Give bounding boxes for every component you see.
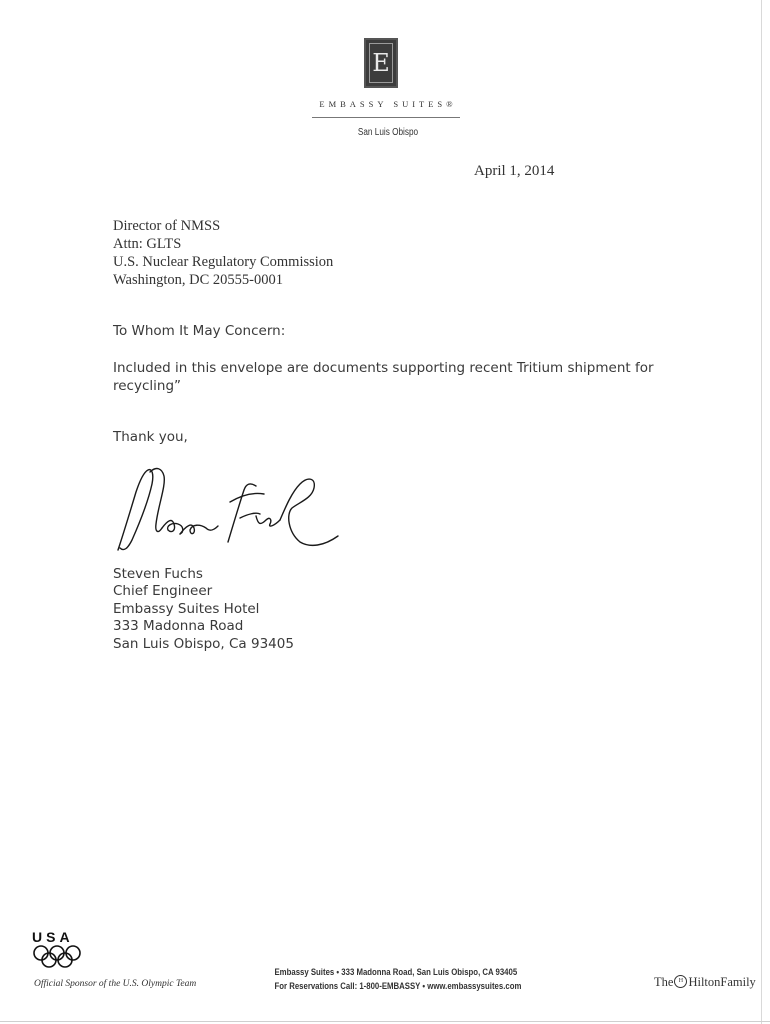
usa-logo-text: USA — [32, 929, 74, 945]
footer-contact — [250, 966, 522, 994]
brand-name: EMBASSY SUITES® — [319, 99, 457, 109]
sender-block — [113, 566, 294, 653]
letter-body: Included in this envelope are documents supporting recent Tritium shipment for recycling” — [113, 360, 654, 394]
letter-date: April 1, 2014 — [474, 163, 555, 179]
hilton-the: The — [654, 975, 674, 989]
hilton-family: Family — [720, 975, 756, 989]
hilton-name: Hilton — [688, 975, 721, 989]
sender-line: Steven Fuchs — [113, 566, 203, 582]
handwritten-signature — [110, 462, 350, 562]
sender-line: San Luis Obispo, Ca 93405 — [113, 635, 294, 652]
recipient-line: Washington, DC 20555-0001 — [113, 272, 284, 288]
hilton-family-logo — [654, 975, 756, 990]
embassy-suites-logo-icon — [364, 38, 398, 88]
olympic-sponsor-text: Official Sponsor of the U.S. Olympic Team — [34, 979, 197, 989]
salutation: To Whom It May Concern: — [113, 323, 286, 339]
footer-address-line: Embassy Suites • 333 Madonna Road, San Luis Obispo, CA 93405 — [274, 967, 518, 978]
sender-line: Embassy Suites Hotel — [113, 600, 260, 617]
closing: Thank you, — [113, 429, 188, 445]
letterhead-location: San Luis Obispo — [357, 127, 419, 138]
hilton-h-icon: H — [674, 975, 687, 988]
recipient-line: U.S. Nuclear Regulatory Commission — [113, 254, 334, 270]
page-edge — [761, 0, 762, 1024]
recipient-line: Director of NMSS — [113, 218, 221, 234]
page-bottom-edge — [0, 1021, 770, 1022]
usa-olympic-logo-icon — [32, 930, 86, 970]
sender-line: Chief Engineer — [113, 583, 213, 600]
olympic-rings-icon — [32, 945, 86, 969]
footer-reservations-line: For Reservations Call: 1-800-EMBASSY • www.embassysuites.com — [274, 981, 522, 992]
recipient-line: Attn: GLTS — [113, 236, 182, 252]
recipient-address — [113, 217, 333, 289]
letterhead-divider — [312, 117, 460, 118]
logo-letter: E — [372, 49, 390, 77]
sender-line: 333 Madonna Road — [113, 618, 244, 635]
